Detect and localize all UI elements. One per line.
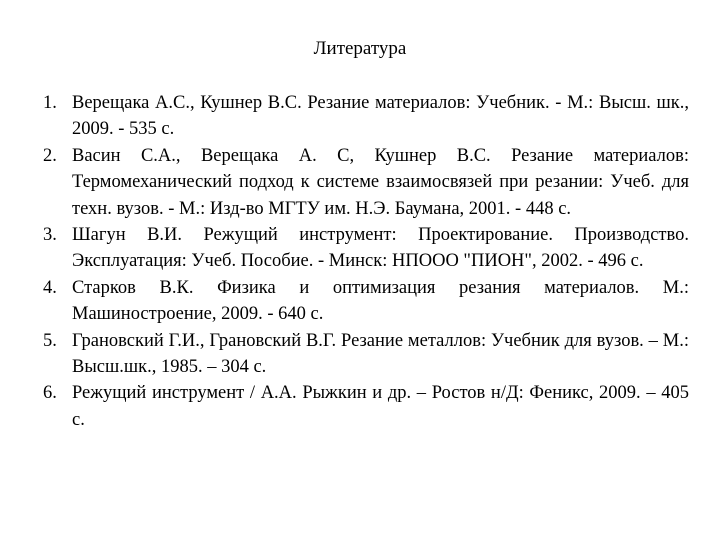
list-item	[43, 222, 689, 275]
list-item-number: 1.	[43, 93, 57, 113]
list-item-number: 6.	[43, 383, 57, 404]
list-item	[43, 143, 689, 222]
reference-list	[43, 90, 689, 433]
list-item	[43, 90, 689, 143]
list-item-number: 5.	[43, 330, 57, 351]
list-item-text: Шагун В.И. Режущий инструмент: Проектирование. Производство. Эксплуатация: Учеб. Пособие. - Минск: НПООО "ПИОН", 2002. - 496 с.	[72, 225, 689, 272]
list-item-number: 4.	[43, 277, 57, 298]
list-item-number: 2.	[43, 145, 57, 166]
list-item-text: Васин С.А., Верещака А. С, Кушнер В.С. Резание материалов: Термомеханический подход к системе взаимосвязей при резании: Учеб. для техн. вузов. - М.: Изд-во МГТУ им. Н.Э. Баумана, 2001. - 448 с.	[72, 145, 689, 219]
list-item-number: 3.	[43, 225, 57, 246]
list-item-text: Верещака А.С., Кушнер В.С. Резание материалов: Учебник. - М.: Высш. шк., 2009. - 535 с.	[72, 93, 689, 140]
list-item-text: Режущий инструмент / А.А. Рыжкин и др. – Ростов н/Д: Феникс, 2009. – 405 с.	[72, 383, 689, 430]
list-item	[43, 328, 689, 381]
list-item	[43, 380, 689, 433]
list-item-text: Старков В.К. Физика и оптимизация резания материалов. М.: Машиностроение, 2009. - 640 с.	[72, 277, 689, 325]
list-item	[43, 275, 689, 328]
page-title: Литература	[313, 38, 407, 59]
list-item-text: Грановский Г.И., Грановский В.Г. Резание металлов: Учебник для вузов. – М.: Высш.шк., 1985. – 304 с.	[72, 330, 689, 378]
